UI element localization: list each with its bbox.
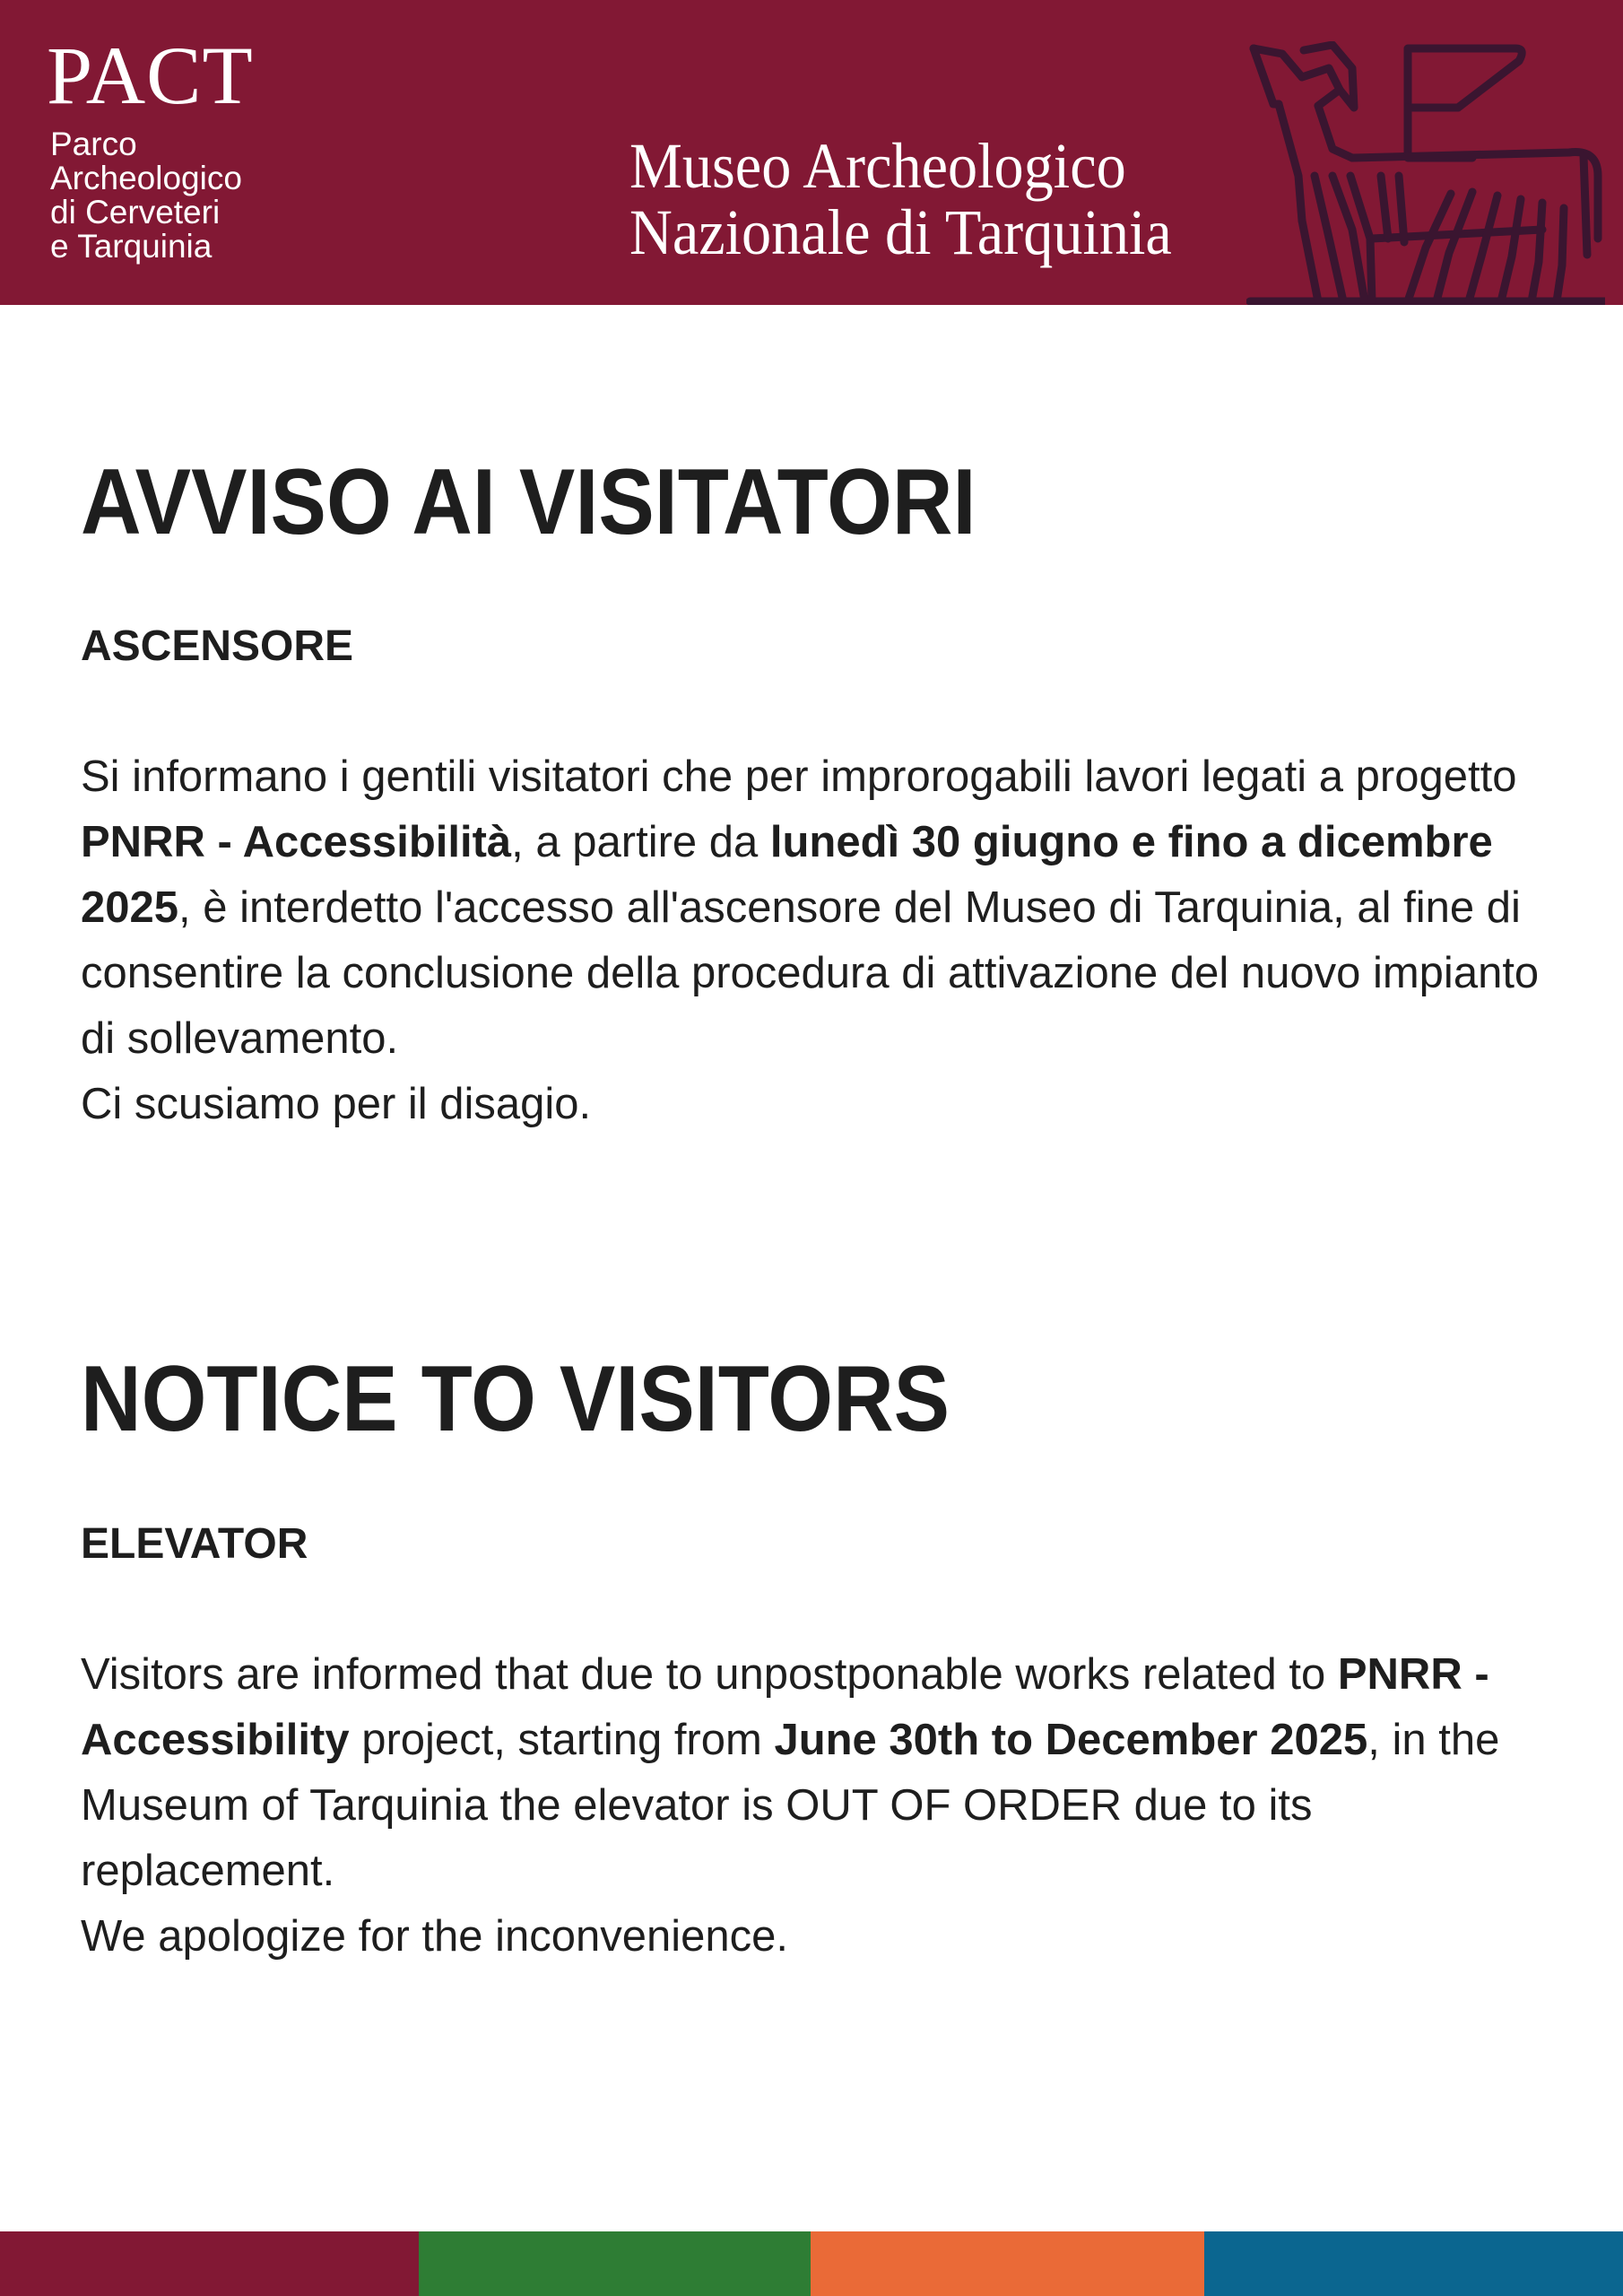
english-title: NOTICE TO VISITORS (81, 1347, 950, 1451)
italian-text: Si informano i gentili visitatori che per improrogabili lavori legati a progetto (81, 752, 1517, 801)
footer-stripe-green (419, 2231, 811, 2296)
english-text: , in the Museum of Tarquinia the elevator is OUT OF ORDER due to its replacement. (81, 1716, 1500, 1895)
english-apology: We apologize for the inconvenience. (81, 1912, 789, 1961)
footer-color-stripes (0, 2231, 1623, 2296)
footer-stripe-orange (811, 2231, 1204, 2296)
english-paragraph (81, 1642, 1551, 1970)
museum-name-line: Museo Archeologico (629, 130, 1126, 202)
pact-logo-title: PACT (47, 30, 254, 121)
footer-stripe-blue (1204, 2231, 1623, 2296)
winged-horses-icon (1246, 41, 1605, 305)
header-banner (0, 0, 1623, 305)
english-text: project, starting from (349, 1716, 775, 1764)
italian-text: , a partire da (511, 818, 770, 866)
english-subtitle: ELEVATOR (81, 1520, 308, 1568)
english-text: Visitors are informed that due to unpostponable works related to (81, 1650, 1338, 1699)
pact-subtitle-line: Archeologico (50, 160, 242, 196)
italian-bold-dates: lunedì 30 giugno e fino a dicembre 2025 (81, 818, 1493, 932)
footer-stripe-crimson (0, 2231, 419, 2296)
italian-apology: Ci scusiamo per il disagio. (81, 1080, 592, 1128)
english-bold-dates: June 30th to December 2025 (774, 1716, 1368, 1764)
english-bold-project: PNRR - Accessibility (81, 1650, 1489, 1764)
italian-subtitle: ASCENSORE (81, 622, 354, 670)
pact-subtitle-line: Parco (50, 126, 137, 162)
pact-subtitle-line: e Tarquinia (50, 228, 213, 265)
italian-bold-project: PNRR - Accessibilità (81, 818, 512, 866)
italian-text: , è interdetto l'accesso all'ascensore del Museo di Tarquinia, al fine di consentire la conclusione della procedura di attivazione del nuovo impianto di sollevamento. (81, 883, 1540, 1063)
italian-paragraph (81, 744, 1551, 1137)
museum-name-line: Nazionale di Tarquinia (629, 196, 1172, 268)
pact-logo-subtitle (50, 127, 319, 264)
italian-title: AVVISO AI VISITATORI (81, 450, 976, 554)
pact-subtitle-line: di Cerveteri (50, 194, 221, 230)
museum-name (629, 130, 1172, 268)
